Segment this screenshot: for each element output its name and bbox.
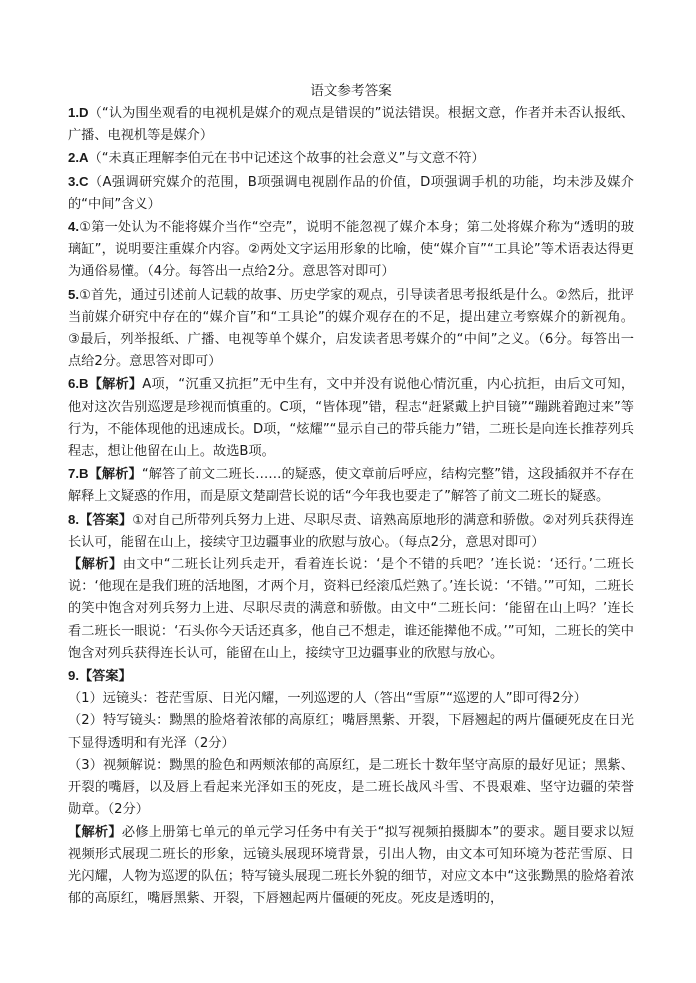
answer-2-text: （“未真正理解李伯元在书中记述这个故事的社会意义”与文意不符） xyxy=(88,151,485,167)
answer-7-tag: 【解析】 xyxy=(88,467,142,483)
answer-1 xyxy=(68,102,634,147)
answer-9-item-1: （1）远镜头：苍茫雪原、日光闪耀，一列巡逻的人（答出“雪原”“巡逻的人”即可得2分） xyxy=(68,691,587,707)
answer-1-number: 1.D xyxy=(68,105,89,120)
answer-9-item-2: （2）特写镜头：黝黑的脸烙着浓郁的高原红；嘴唇黑紫、开裂，下唇翘起的两片僵硬死皮在日光下显得透明和有光泽（2分） xyxy=(68,713,634,751)
answer-8-tag: 【答案】 xyxy=(79,512,133,528)
page-title: 语文参考答案 xyxy=(310,83,392,99)
answer-8-number: 8. xyxy=(68,511,79,527)
answer-9-analysis xyxy=(68,822,634,911)
answer-2 xyxy=(68,147,634,170)
answer-9 xyxy=(68,665,634,688)
answer-9-analysis-text: 必修上册第七单元的单元学习任务中有关于“拟写视频拍摄脚本”的要求。题目要求以短视频形式展现二班长的形象，远镜头展现环境背景，引出人物，由文本可知环境为苍茫雪原、日光闪耀，人物为巡逻的队伍；特写镜头展现二班长外貌的细节，对应文本中“这张黝黑的脸烙着浓郁的高原红，嘴唇黑紫、开裂，下唇翘起两片僵硬的死皮。死皮是透明的， xyxy=(68,824,635,907)
answer-7 xyxy=(68,463,634,508)
answer-4 xyxy=(68,216,634,284)
answer-5-text: ①首先，通过引述前人记载的故事、历史学家的观点，引导读者思考报纸是什么。②然后，批评当前媒介研究中存在的“媒介盲”和“工具论”的媒介观存在的不足，提出建立考察媒介的新视角。③最后，列举报纸、广播、电视等单个媒介，启发读者思考媒介的“中间”之义。（6分。每答出一点给2分。意思答对即可） xyxy=(68,287,634,370)
answer-1-text: （“认为围坐观看的电视机是媒介的观点是错误的”说法错误。根据文意，作者并未否认报纸、广播、电视机等是媒介） xyxy=(68,106,634,144)
answer-9-number: 9. xyxy=(68,668,79,684)
answer-7-number: 7.B xyxy=(68,466,89,482)
answer-3-text: （A强调研究媒介的范围，B项强调电视剧作品的价值，D项强调手机的功能，均未涉及媒介的“中间”含义） xyxy=(68,174,634,212)
answer-5 xyxy=(68,284,634,374)
answer-9-item-3: （3）视频解说：黝黑的脸色和两颊浓郁的高原红，是二班长十数年坚守高原的最好见证；黑紫、开裂的嘴唇，以及唇上看起来光泽如玉的死皮，是二班长战风斗雪、不畏艰难、坚守边疆的荣誉勋章。（2分） xyxy=(68,757,634,818)
answer-8-analysis-tag: 【解析】 xyxy=(68,557,123,573)
answer-5-number: 5. xyxy=(68,286,79,302)
answer-8-analysis-text: 由文中“二班长让列兵走开，看着连长说：‘是个不错的兵吧？’连长说：‘还行。’二班长说：‘他现在是我们班的活地图，才两个月，资料已经滚瓜烂熟了。’连长说：‘不错。’”可知，二班长的笑中饱含对列兵努力上进、尽职尽责的满意和骄傲。由文中“二班长问：‘能留在山上吗？’连长看二班长一眼说：‘石头你今天话还真多，他自己不想走，谁还能撵他不成。’”可知，二班长的笑中饱含对列兵获得连长认可，能留在山上，接续守卫边疆事业的欣慰与放心。 xyxy=(68,557,635,661)
answer-6-tag: 【解析】 xyxy=(88,377,143,393)
answer-9-tag: 【答案】 xyxy=(79,669,132,685)
answer-4-number: 4. xyxy=(68,219,79,235)
answer-6-text: A项，“沉重又抗拒”无中生有，文中并没有说他心情沉重，内心抗拒，由后文可知，他对这次告别巡逻是珍视而慎重的。C项，“皆体现”错，程志“赶紧戴上护目镜”“蹦跳着跑过来”等行为，不能体现他的迅速成长。D项，“炫耀”“显示自己的带兵能力”错，二班长是向连长推荐列兵程志，想让他留在山上。故选B项。 xyxy=(68,377,635,460)
answer-3 xyxy=(68,171,634,216)
answer-7-text: “解答了前文二班长……的疑惑，使文章前后呼应，结构完整”错，这段插叙并不存在解释上文疑惑的作用，而是原文楚副营长说的话“今年我也要走了”解答了前文二班长的疑惑。 xyxy=(68,467,634,505)
answer-6-number: 6.B xyxy=(68,376,89,392)
answer-8 xyxy=(68,509,634,554)
answer-4-text: ①第一处认为不能将媒介当作“空壳”，说明不能忽视了媒介本身；第二处将媒介称为“透明的玻璃缸”，说明要注重媒介内容。②两处文字运用形象的比喻，使“媒介盲”“工具论”等术语表达得更为通俗易懂。（4分。每答出一点给2分。意思答对即可） xyxy=(68,220,634,280)
answer-3-number: 3.C xyxy=(68,173,89,189)
answer-2-number: 2.A xyxy=(68,150,89,166)
answer-sheet xyxy=(68,80,634,910)
answer-6 xyxy=(68,373,634,463)
answer-9-analysis-tag: 【解析】 xyxy=(68,824,122,840)
answer-8-text: ①对自己所带列兵努力上进、尽职尽责、谙熟高原地形的满意和骄傲。②对列兵获得连长认可，能留在山上，接续守卫边疆事业的欣慰与放心。（每点2分，意思对即可） xyxy=(68,512,634,550)
answer-8-analysis xyxy=(68,554,634,665)
